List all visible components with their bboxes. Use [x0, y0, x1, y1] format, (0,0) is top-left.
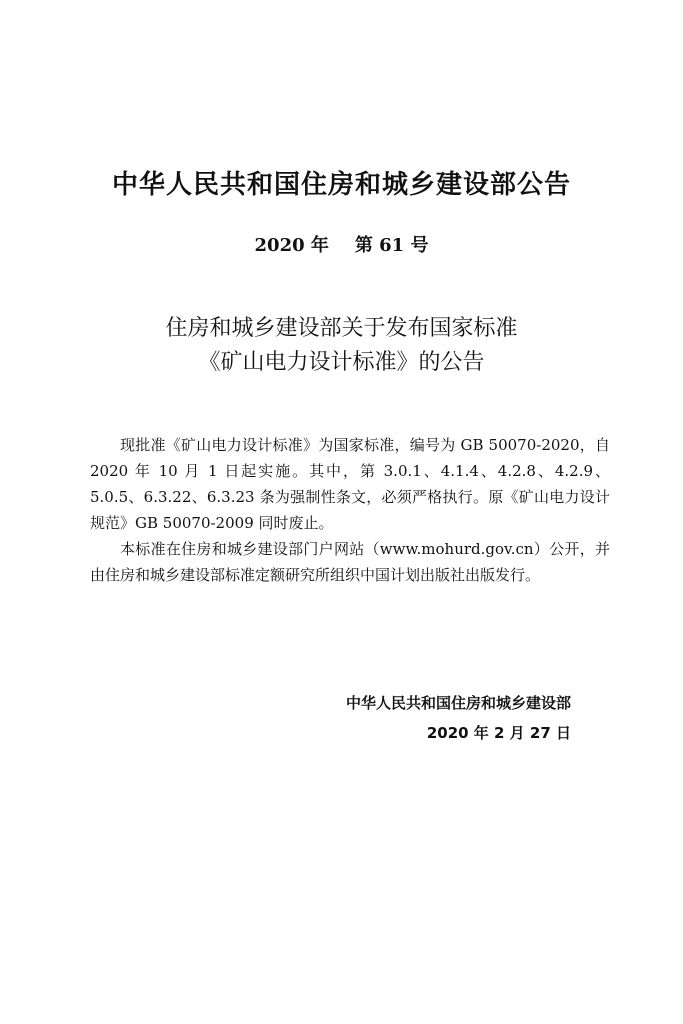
announcement-number: 第 61 号 [354, 235, 429, 256]
signature-block [346, 688, 571, 748]
issuer-title: 中华人民共和国住房和城乡建设部公告 [111, 170, 571, 200]
signature-date: 2020 年 2 月 27 日 [426, 724, 571, 742]
body-paragraph-1: 现批准《矿山电力设计标准》为国家标准，编号为 GB 50070-2020，自 2020 年 10 月 1 日起实施。其中，第 3.0.1、4.1.4、4.2.8、4.2.9、5.0.5、6.3.22、6.3.23 条为强制性条文，必须严格执行。原《矿山电力设计规范》GB 50070-2009 同时废止。 [90, 436, 610, 532]
announcement-body [90, 432, 610, 588]
announcement-subject [0, 312, 683, 380]
document-number [0, 231, 683, 257]
announcement-year: 2020 年 [254, 235, 329, 256]
subject-line-1: 住房和城乡建设部关于发布国家标准 [165, 316, 518, 341]
body-paragraph-2: 本标准在住房和城乡建设部门户网站（www.mohurd.gov.cn）公开，并由住房和城乡建设部标准定额研究所组织中国计划出版社出版发行。 [90, 540, 610, 584]
subject-line-2: 《矿山电力设计标准》的公告 [198, 350, 485, 375]
signature-organization: 中华人民共和国住房和城乡建设部 [345, 694, 571, 712]
